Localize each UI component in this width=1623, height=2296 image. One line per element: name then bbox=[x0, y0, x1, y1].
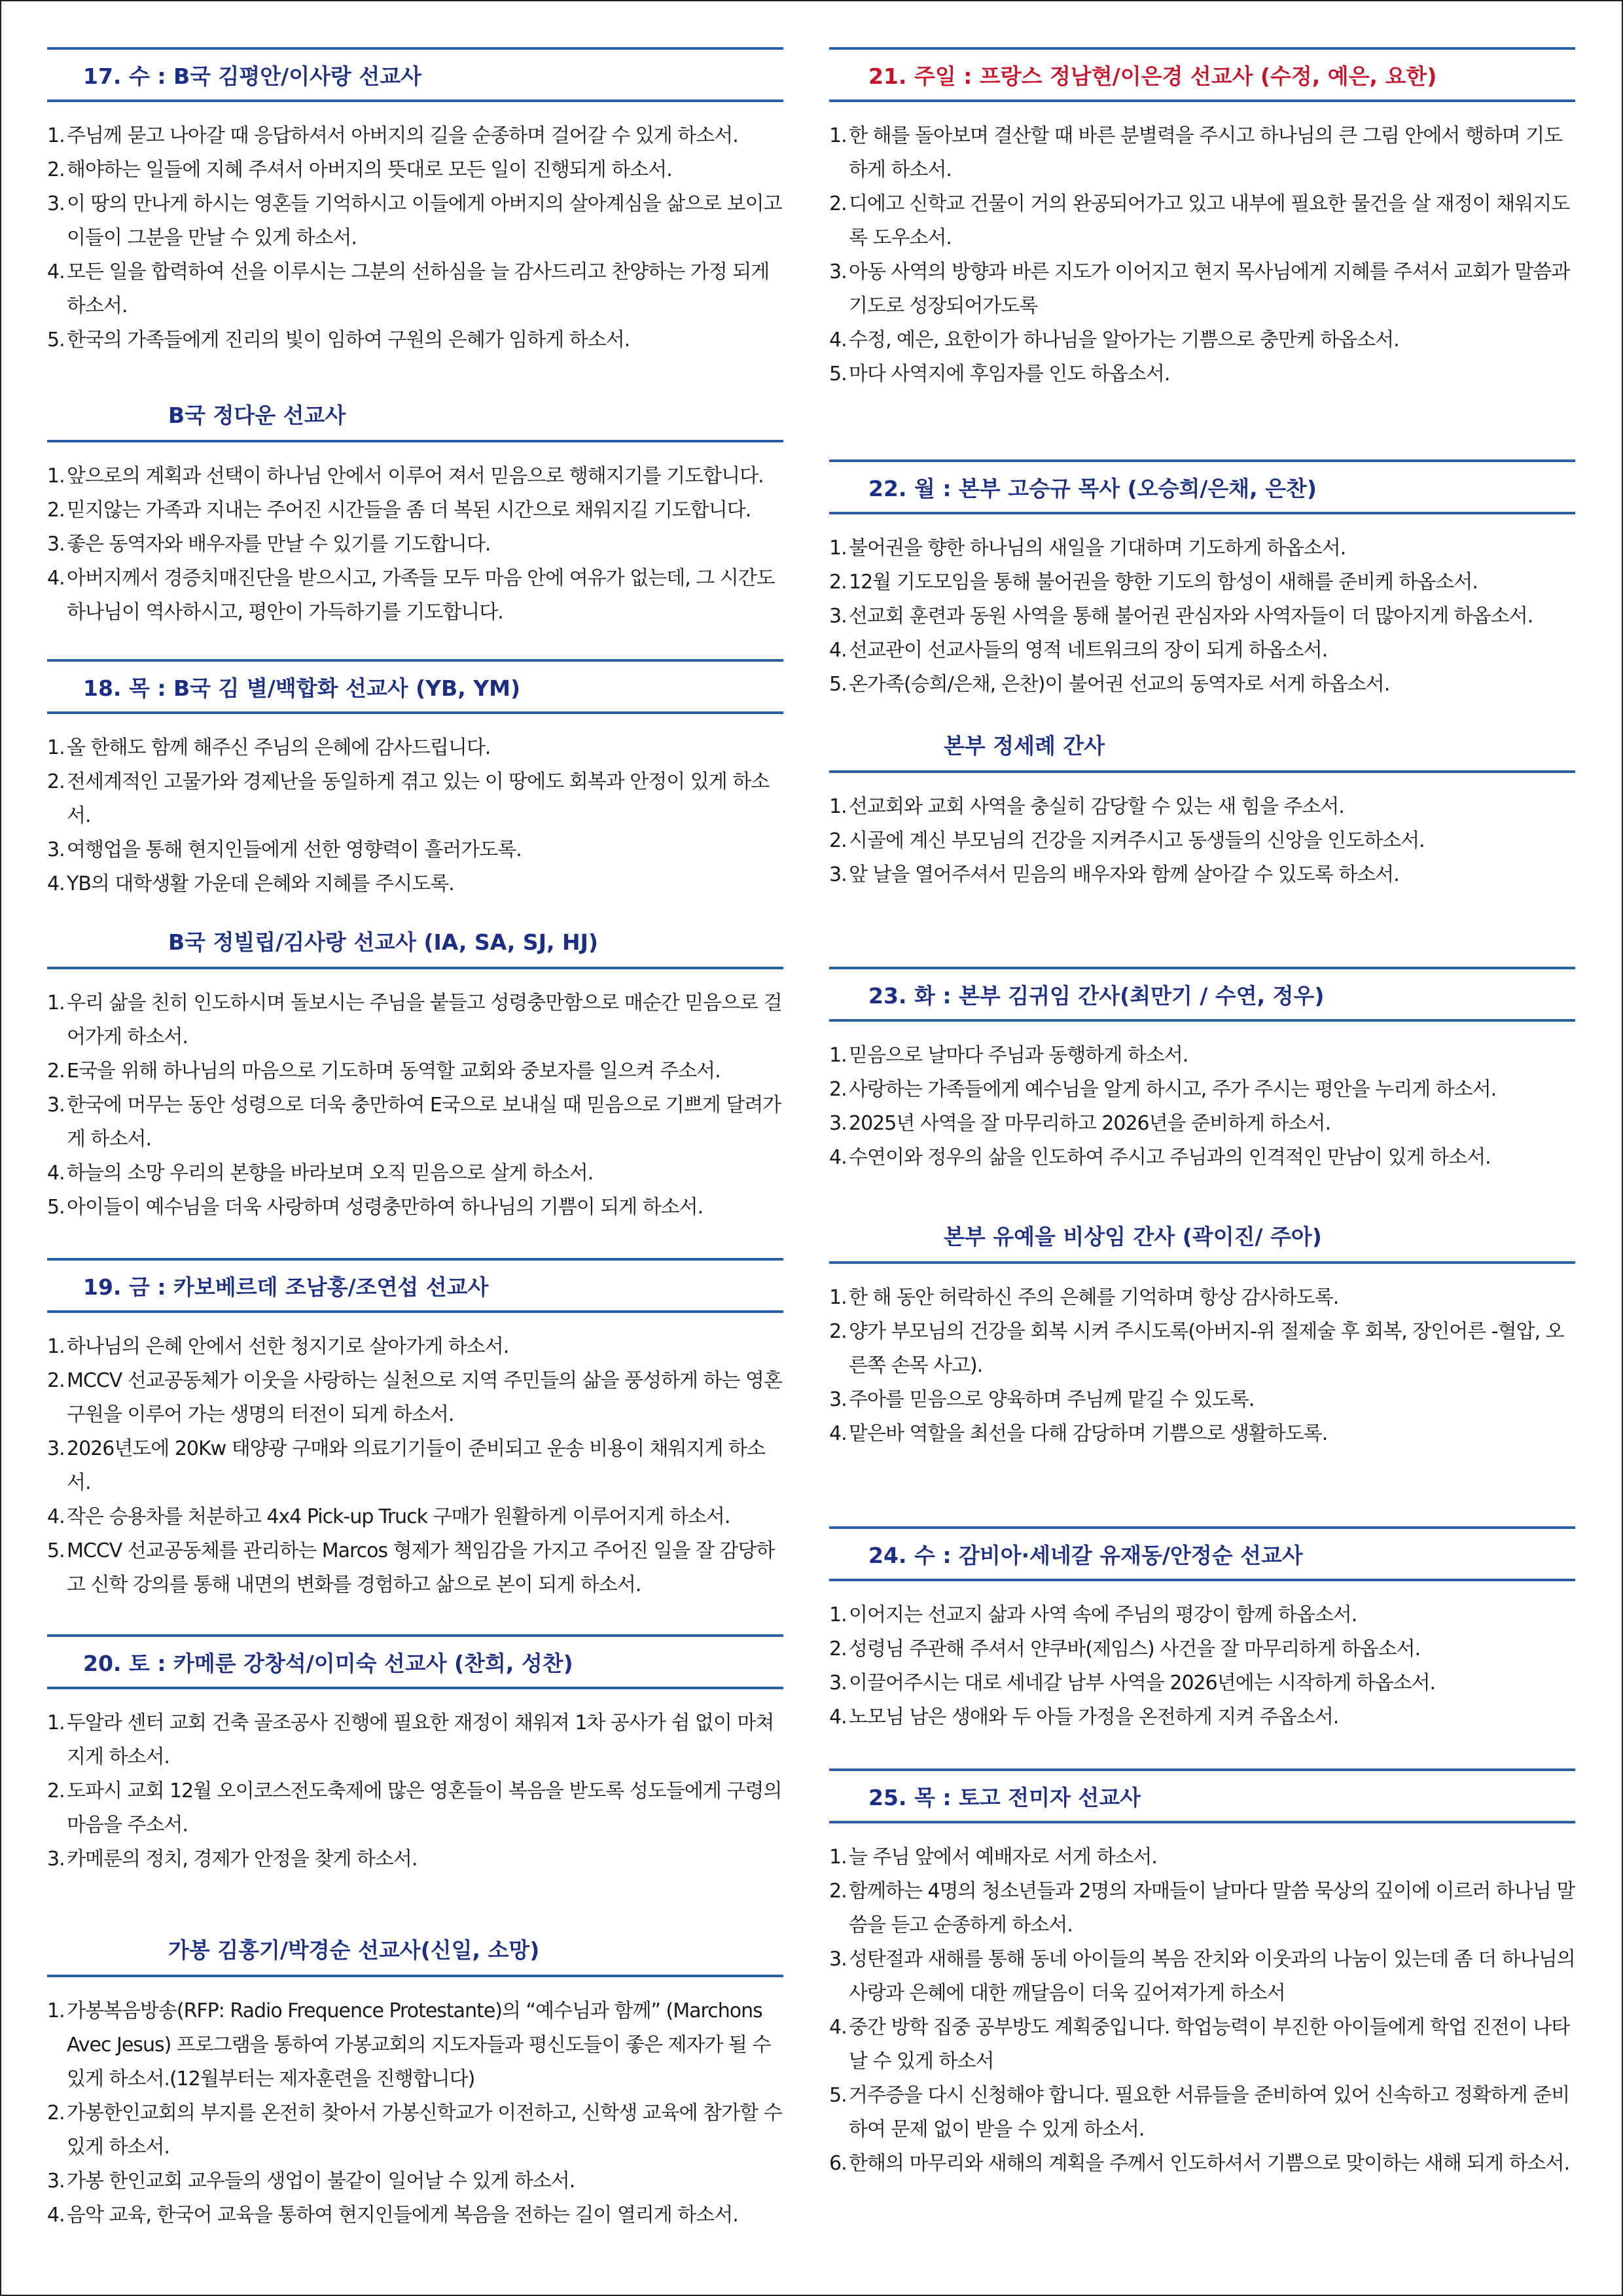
list-item: 3. 이 땅의 만나게 하시는 영혼들 기억하시고 이들에게 아버지의 살아계심을 삶으로 보이고 이들이 그분을 만날 수 있게 하소서. bbox=[47, 192, 782, 249]
list-item: 1. 이어지는 선교지 삶과 사역 속에 주님의 평강이 함께 하옵소서. bbox=[829, 1604, 1357, 1626]
section-title: 17. 수 : B국 김평안/이사랑 선교사 bbox=[47, 47, 783, 102]
section-gabon bbox=[47, 1922, 783, 2233]
prayer-list bbox=[47, 459, 783, 630]
section-title: B국 정빌립/김사랑 선교사 (IA, SA, SJ, HJ) bbox=[47, 914, 783, 969]
section-title: 24. 수 : 감비아·세네갈 유재동/안정순 선교사 bbox=[829, 1526, 1575, 1581]
list-item: 3. 아동 사역의 방향과 바른 지도가 이어지고 현지 목사님에게 지혜를 주셔서 교회가 말씀과 기도로 성장되어가도록 bbox=[829, 260, 1570, 317]
section-title: 19. 금 : 카보베르데 조남홍/조연섭 선교사 bbox=[47, 1258, 783, 1313]
list-item: 2. 양가 부모님의 건강을 회복 시켜 주시도록(아버지-위 절제술 후 회복, 장인어른 -혈압, 오른쪽 손목 사고). bbox=[829, 1320, 1564, 1377]
list-item: 2. 12월 기도모임을 통해 불어권을 향한 기도의 함성이 새해를 준비케 하옵소서. bbox=[829, 571, 1478, 594]
list-item: 2. 시골에 계신 부모님의 건강을 지켜주시고 동생들의 신앙을 인도하소서. bbox=[829, 829, 1425, 852]
list-item: 3. 좋은 동역자와 배우자를 만날 수 있기를 기도합니다. bbox=[47, 533, 491, 556]
list-item: 3. 한국에 머무는 동안 성령으로 더욱 충만하여 E국으로 보내실 때 믿음으로 기쁘게 달려가게 하소서. bbox=[47, 1094, 781, 1151]
list-item: 1. 선교회와 교회 사역을 충실히 감당할 수 있는 새 힘을 주소서. bbox=[829, 795, 1344, 818]
list-item: 2. 함께하는 4명의 청소년들과 2명의 자매들이 날마다 말씀 묵상의 깊이에 이르러 하나님 말씀을 듣고 순종하게 하소서. bbox=[829, 1880, 1575, 1937]
prayer-list bbox=[829, 1840, 1575, 2181]
list-item: 1. 한 해를 돌아보며 결산할 때 바른 분별력을 주시고 하나님의 큰 그림 안에서 행하며 기도하게 하소서. bbox=[829, 124, 1563, 181]
list-item: 1. 한 해 동안 허락하신 주의 은혜를 기억하며 항상 감사하도록. bbox=[829, 1286, 1339, 1309]
list-item: 5. MCCV 선교공동체를 관리하는 Marcos 형제가 책임감을 가지고 주어진 일을 잘 감당하고 신학 강의를 통해 내면의 변화를 경험하고 삶으로 본이 되게 하소서. bbox=[47, 1539, 775, 1596]
list-item: 3. 여행업을 통해 현지인들에게 선한 영향력이 흘러가도록. bbox=[47, 838, 522, 861]
list-item: 1. 두알라 센터 교회 건축 골조공사 진행에 필요한 재정이 채워져 1차 공사가 쉼 없이 마쳐지게 하소서. bbox=[47, 1712, 774, 1768]
list-item: 4. 작은 승용차를 처분하고 4x4 Pick-up Truck 구매가 원활하게 이루어지게 하소서. bbox=[47, 1505, 730, 1528]
list-item: 4. YB의 대학생활 가운데 은혜와 지혜를 주시도록. bbox=[47, 872, 454, 895]
section-b-jeong-billip bbox=[47, 914, 783, 1225]
list-item: 5. 아이들이 예수님을 더욱 사랑하며 성령충만하여 하나님의 기쁨이 되게 하소서. bbox=[47, 1196, 704, 1219]
section-title: 21. 주일 : 프랑스 정남현/이은경 선교사 (수정, 예은, 요한) bbox=[829, 47, 1575, 102]
section-title: 본부 유예을 비상임 간사 (곽이진/ 주아) bbox=[829, 1209, 1575, 1264]
section-title: 22. 월 : 본부 고승규 목사 (오승희/은채, 은찬) bbox=[829, 459, 1575, 514]
list-item: 1. 앞으로의 계획과 선택이 하나님 안에서 이루어 져서 믿음으로 행해지기를 기도합니다. bbox=[47, 465, 764, 488]
list-item: 1. 늘 주님 앞에서 예배자로 서게 하소서. bbox=[829, 1846, 1157, 1869]
list-item: 1. 하나님의 은혜 안에서 선한 청지기로 살아가게 하소서. bbox=[47, 1335, 509, 1358]
list-item: 5. 한국의 가족들에게 진리의 빛이 임하여 구원의 은혜가 임하게 하소서. bbox=[47, 329, 630, 351]
section-title: 25. 목 : 토고 전미자 선교사 bbox=[829, 1768, 1575, 1823]
list-item: 2. 해야하는 일들에 지혜 주셔서 아버지의 뜻대로 모든 일이 진행되게 하소서. bbox=[47, 158, 672, 181]
list-item: 2. 디에고 신학교 건물이 거의 완공되어가고 있고 내부에 필요한 물건을 살 재정이 채워지도록 도우소서. bbox=[829, 192, 1570, 249]
section-title: 본부 정세례 간사 bbox=[829, 718, 1575, 773]
section-17 bbox=[47, 47, 783, 357]
prayer-list bbox=[829, 1598, 1575, 1734]
section-19 bbox=[47, 1258, 783, 1602]
list-item: 3. 가봉 한인교회 교우들의 생업이 불같이 일어날 수 있게 하소서. bbox=[47, 2170, 575, 2193]
list-item: 4. 모든 일을 합력하여 선을 이루시는 그분의 선하심을 늘 감사드리고 찬양하는 가정 되게 하소서. bbox=[47, 260, 770, 317]
prayer-list bbox=[829, 119, 1575, 391]
list-item: 2. 도파시 교회 12월 오이코스전도축제에 많은 영혼들이 복음을 받도록 성도들에게 구령의 마음을 주소서. bbox=[47, 1780, 782, 1837]
list-item: 4. 중간 방학 집중 공부방도 계획중입니다. 학업능력이 부진한 아이들에게 학업 진전이 나타날 수 있게 하소서 bbox=[829, 2016, 1570, 2073]
prayer-list bbox=[47, 1994, 783, 2233]
prayer-list bbox=[829, 531, 1575, 702]
list-item: 1. 가봉복음방송(RFP: Radio Frequence Protestante)의 “예수님과 함께” (Marchons Avec Jesus) 프로그램을 통하여 가봉교회의 지도자들과 평신도들이 좋은 제자가 될 수 있게 하소서.(12월부터는 제자훈련을 진행합니다) bbox=[47, 2000, 771, 2090]
list-item: 3. 앞 날을 열어주셔서 믿음의 배우자와 함께 살아갈 수 있도록 하소서. bbox=[829, 863, 1399, 886]
section-20 bbox=[47, 1634, 783, 1876]
list-item: 3. 주아를 믿음으로 양육하며 주님께 맡길 수 있도록. bbox=[829, 1388, 1255, 1411]
list-item: 3. 선교회 훈련과 동원 사역을 통해 불어권 관심자와 사역자들이 더 많아지게 하옵소서. bbox=[829, 605, 1533, 628]
list-item: 3. 2025년 사역을 잘 마무리하고 2026년을 준비하게 하소서. bbox=[829, 1112, 1331, 1135]
list-item: 4. 선교관이 선교사들의 영적 네트워크의 장이 되게 하옵소서. bbox=[829, 639, 1328, 662]
section-title: B국 정다운 선교사 bbox=[47, 387, 783, 442]
section-22 bbox=[829, 459, 1575, 702]
list-item: 3. 카메룬의 정치, 경제가 안정을 찾게 하소서. bbox=[47, 1848, 418, 1871]
section-18 bbox=[47, 659, 783, 901]
prayer-list bbox=[47, 731, 783, 901]
section-title: 23. 화 : 본부 김귀임 간사(최만기 / 수연, 정우) bbox=[829, 967, 1575, 1022]
prayer-list bbox=[829, 1281, 1575, 1451]
list-item: 2. E국을 위해 하나님의 마음으로 기도하며 동역할 교회와 중보자를 일으켜 주소서. bbox=[47, 1060, 721, 1083]
list-item: 2. 전세계적인 고물가와 경제난을 동일하게 겪고 있는 이 땅에도 회복과 안정이 있게 하소서. bbox=[47, 770, 770, 827]
list-item: 2. 사랑하는 가족들에게 예수님을 알게 하시고, 주가 주시는 평안을 누리게 하소서. bbox=[829, 1078, 1497, 1101]
list-item: 5. 마다 사역지에 후임자를 인도 하옵소서. bbox=[829, 363, 1170, 386]
list-item: 3. 2026년도에 20Kw 태양광 구매와 의료기기들이 준비되고 운송 비용이 채워지게 하소서. bbox=[47, 1437, 765, 1494]
prayer-list bbox=[47, 1706, 783, 1876]
section-21 bbox=[829, 47, 1575, 391]
list-item: 1. 불어권을 향한 하나님의 새일을 기대하며 기도하게 하옵소서. bbox=[829, 537, 1346, 560]
prayer-list bbox=[829, 790, 1575, 892]
list-item: 2. 가봉한인교회의 부지를 온전히 찾아서 가봉신학교가 이전하고, 신학생 교육에 참가할 수 있게 하소서. bbox=[47, 2102, 782, 2159]
list-item: 5. 온가족(승희/은채, 은찬)이 불어권 선교의 동역자로 서게 하옵소서. bbox=[829, 673, 1390, 696]
list-item: 4. 하늘의 소망 우리의 본향을 바라보며 오직 믿음으로 살게 하소서. bbox=[47, 1162, 594, 1185]
list-item: 1. 믿음으로 날마다 주님과 동행하게 하소서. bbox=[829, 1044, 1188, 1067]
section-25 bbox=[829, 1768, 1575, 2181]
list-item: 4. 수정, 예은, 요한이가 하나님을 알아가는 기쁨으로 충만케 하옵소서. bbox=[829, 329, 1399, 351]
section-hq-yu-yeeul bbox=[829, 1209, 1575, 1451]
list-item: 4. 수연이와 정우의 삶을 인도하여 주시고 주님과의 인격적인 만남이 있게 하소서. bbox=[829, 1146, 1491, 1169]
list-item: 3. 이끌어주시는 대로 세네갈 남부 사역을 2026년에는 시작하게 하옵소서. bbox=[829, 1672, 1436, 1695]
list-item: 2. MCCV 선교공동체가 이웃을 사랑하는 실천으로 지역 주민들의 삶을 풍성하게 하는 영혼 구원을 이루어 가는 생명의 터전이 되게 하소서. bbox=[47, 1369, 783, 1426]
section-b-jeong-daun bbox=[47, 387, 783, 630]
list-item: 4. 음악 교육, 한국어 교육을 통하여 현지인들에게 복음을 전하는 길이 열리게 하소서. bbox=[47, 2204, 738, 2227]
list-item: 4. 맡은바 역할을 최선을 다해 감당하며 기쁨으로 생활하도록. bbox=[829, 1422, 1328, 1445]
section-hq-jeong-serye bbox=[829, 718, 1575, 892]
prayer-list bbox=[47, 986, 783, 1225]
list-item: 1. 주님께 묻고 나아갈 때 응답하셔서 아버지의 길을 순종하며 걸어갈 수 있게 하소서. bbox=[47, 124, 738, 147]
prayer-list bbox=[47, 1330, 783, 1602]
list-item: 5. 거주증을 다시 신청해야 합니다. 필요한 서류들을 준비하여 있어 신속하고 정확하게 준비하여 문제 없이 받을 수 있게 하소서. bbox=[829, 2084, 1570, 2141]
prayer-list bbox=[47, 119, 783, 357]
list-item: 1. 우리 삶을 친히 인도하시며 돌보시는 주님을 붙들고 성령충만함으로 매순간 믿음으로 걸어가게 하소서. bbox=[47, 992, 782, 1049]
section-23 bbox=[829, 967, 1575, 1175]
list-item: 4. 아버지께서 경증치매진단을 받으시고, 가족들 모두 마음 안에 여유가 없는데, 그 시간도 하나님이 역사하시고, 평안이 가득하기를 기도합니다. bbox=[47, 567, 775, 624]
list-item: 2. 믿지않는 가족과 지내는 주어진 시간들을 좀 더 복된 시간으로 채워지길 기도합니다. bbox=[47, 499, 751, 522]
section-title: 18. 목 : B국 김 별/백합화 선교사 (YB, YM) bbox=[47, 659, 783, 714]
list-item: 1. 올 한해도 함께 해주신 주님의 은혜에 감사드립니다. bbox=[47, 736, 491, 759]
list-item: 4. 노모님 남은 생애와 두 아들 가정을 온전하게 지켜 주옵소서. bbox=[829, 1706, 1339, 1729]
section-title: 가봉 김홍기/박경순 선교사(신일, 소망) bbox=[47, 1922, 783, 1977]
section-title: 20. 토 : 카메룬 강창석/이미숙 선교사 (찬희, 성찬) bbox=[47, 1634, 783, 1689]
list-item: 3. 성탄절과 새해를 통해 동네 아이들의 복음 잔치와 이웃과의 나눔이 있는데 좀 더 하나님의 사랑과 은혜에 대한 깨달음이 더욱 깊어져가게 하소서 bbox=[829, 1948, 1575, 2005]
section-24 bbox=[829, 1526, 1575, 1734]
prayer-list bbox=[829, 1039, 1575, 1175]
list-item: 2. 성령님 주관해 주셔서 얀쿠바(제임스) 사건을 잘 마무리하게 하옵소서. bbox=[829, 1638, 1421, 1660]
list-item: 6. 한해의 마무리와 새해의 계획을 주께서 인도하셔서 기쁨으로 맞이하는 새해 되게 하소서. bbox=[829, 2152, 1570, 2175]
